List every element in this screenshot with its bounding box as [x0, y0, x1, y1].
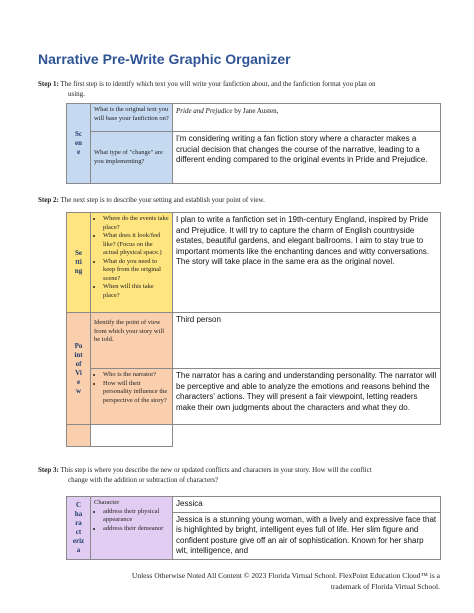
page-title: Narrative Pre-Write Graphic Organizer [38, 51, 291, 67]
setting-answer[interactable]: I plan to write a fanfiction set in 19th-century England, inspired by Pride and Prejudice. It will try to capture the charm of English countryside estates, beautiful gardens, and elegant ballrooms. I aim to stay true to important moments like the enchanting dances and witty conversations. The story will take place in the same era as the original novel. [173, 213, 441, 313]
scene-prompt-original-text: What is the original text you will base your fanfiction on? [91, 104, 173, 132]
narrator-answer[interactable]: The narrator has a caring and understanding personality. The narrator will be perceptive and able to analyze the emotions and reasons behind the characters' actions. They will present a fair viewpoint, letting readers make their own judgments about the characters and what they do. [173, 369, 441, 425]
characterization-label: C ha ra ct eriz a [67, 497, 91, 560]
setting-prompts [91, 213, 173, 313]
character-prompts [91, 497, 173, 560]
characterization-table [66, 496, 441, 560]
narrator-prompts [91, 369, 173, 425]
step3-text: This step is where you describe the new or updated conflicts and characters in your story. How will the conflict [60, 466, 372, 474]
step2-text: The next step is to describe your setting and establish your point of view. [60, 196, 265, 204]
character-prompt-heading: Character [94, 499, 120, 506]
book-title: Pride and Prejudice [176, 107, 233, 115]
footer-line2: trademark of Florida Virtual School. [330, 582, 440, 591]
step3-text-cont: change with the addition or subtraction of characters? [68, 475, 219, 484]
pov-prompt: Identify the point of view from which your story will be told. [91, 313, 173, 369]
scene-answer-original-text[interactable] [173, 104, 441, 132]
scene-table [66, 103, 441, 184]
book-author: by Jane Austen, [232, 107, 279, 115]
pov-answer[interactable]: Third person [173, 313, 441, 369]
footer-line1: Unless Otherwise Noted All Content © 2023 Florida Virtual School. FlexPoint Education Cloud™ is a [131, 571, 440, 580]
pov-blank-answer[interactable] [91, 425, 173, 447]
setting-prompt-where: • Where do the events take place? [103, 215, 169, 232]
narrator-prompt-who: • Who is the narrator? [103, 371, 169, 380]
setting-label: Se tti ng [67, 213, 91, 313]
step2-label: Step 2: [38, 196, 59, 204]
step2-instructions [38, 196, 438, 206]
scene-prompt-change-type: What type of "change" are you implementing? [91, 132, 173, 184]
character-description[interactable]: Jessica is a stunning young woman, with a lively and expressive face that is highlighted by bright, intelligent eyes full of life. Her slim figure and confident posture give off an air of sophistication. Known for her sharp wit, intelligence, and [173, 512, 441, 559]
setting-prompt-keep: • What do you need to keep from the original scene? [103, 258, 169, 284]
setting-prompt-when: • When will this take place? [103, 283, 169, 300]
step3-instructions [38, 466, 438, 485]
step1-instructions [38, 80, 438, 99]
scene-label: Sc en e [67, 104, 91, 184]
setting-prompt-look: • What does it look/feel like? (Focus on the actual physical space.) [103, 232, 169, 258]
setting-pov-table [66, 212, 441, 447]
pov-label: Po int of Vi e w [67, 313, 91, 425]
step1-label: Step 1: [38, 80, 59, 88]
character-prompt-demeanor: • address their demeanor [103, 525, 169, 534]
step3-label: Step 3: [38, 466, 59, 474]
pov-blank-cell [67, 425, 91, 447]
step1-text: The first step is to identify which text you will write your fanfiction about, and the fanfiction format you plan on [60, 80, 376, 88]
step1-text-cont: using. [68, 89, 85, 98]
narrator-prompt-personality: • How will their personality influence the perspective of the story? [103, 380, 169, 406]
scene-answer-change-type[interactable]: I'm considering writing a fan fiction story where a character makes a crucial decision that changes the course of the narrative, leading to a different ending compared to the original events in Pride and Prejudice. [173, 132, 441, 184]
character-name[interactable]: Jessica [173, 497, 441, 513]
character-prompt-appearance: • address their physical appearance [103, 508, 169, 525]
footer [70, 570, 440, 592]
